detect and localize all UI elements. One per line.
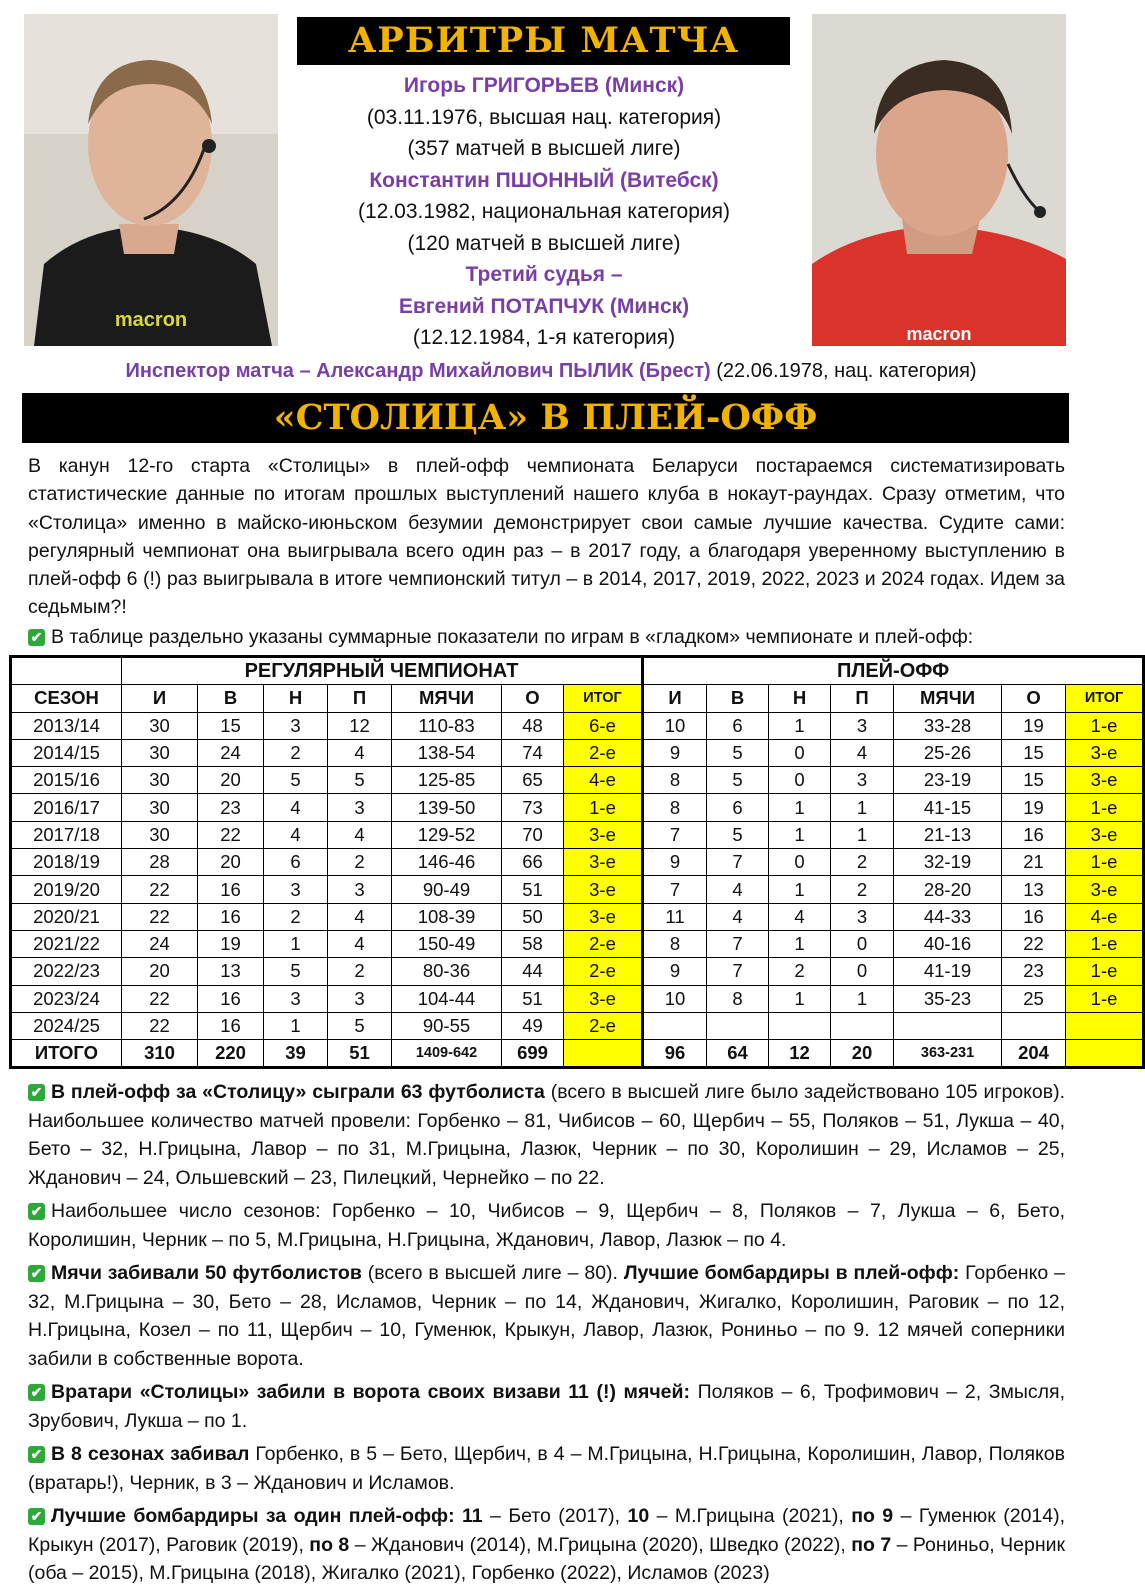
table-cell: 1-е — [564, 794, 643, 821]
col-season: СЕЗОН — [11, 685, 122, 712]
referees-title: АРБИТРЫ МАТЧА — [297, 17, 790, 65]
table-row — [11, 767, 1144, 794]
fact-bold: Вратари «Столицы» забили в ворота своих визави 11 (!) мячей: — [51, 1381, 690, 1403]
table-cell — [564, 1040, 643, 1068]
table-cell: 104-44 — [392, 985, 502, 1012]
fact-bold: В 8 сезонах забивал — [51, 1443, 250, 1465]
table-cell: ИТОГО — [11, 1040, 122, 1068]
table-cell: 2023/24 — [11, 985, 122, 1012]
table-cell: 28 — [122, 849, 198, 876]
table-cell: 4 — [831, 739, 894, 766]
table-cell: 2 — [328, 958, 392, 985]
table-cell: 3 — [264, 985, 328, 1012]
table-cell: 699 — [502, 1040, 564, 1068]
referee-photo-pshonny — [812, 14, 1066, 346]
table-cell: 5 — [707, 821, 769, 848]
fact-bold: В плей-офф за «Столицу» сыграли 63 футболиста — [51, 1081, 545, 1103]
table-cell: 11 — [643, 903, 707, 930]
table-cell: 1-е — [1066, 712, 1144, 739]
corner-cell — [11, 657, 122, 685]
table-cell: 125-85 — [392, 767, 502, 794]
table-cell: 1 — [769, 930, 831, 957]
table-cell: 6 — [264, 849, 328, 876]
third-referee-info: (12.12.1984, 1-я категория) — [412, 326, 676, 349]
fact-scorers — [28, 1259, 1065, 1373]
table-row — [11, 1012, 1144, 1039]
referee-1-name: Игорь ГРИГОРЬЕВ (Минск) — [403, 74, 685, 97]
col-po-goals: МЯЧИ — [894, 685, 1002, 712]
table-cell: 22 — [122, 1012, 198, 1039]
table-cell: 22 — [122, 903, 198, 930]
table-cell: 6-е — [564, 712, 643, 739]
table-cell: 4-е — [564, 767, 643, 794]
table-cell: 2019/20 — [11, 876, 122, 903]
table-cell: 1 — [769, 985, 831, 1012]
table-cell: 51 — [502, 985, 564, 1012]
table-cell: 41-15 — [894, 794, 1002, 821]
col-po-result: ИТОГ — [1066, 685, 1144, 712]
table-cell: 20 — [831, 1040, 894, 1068]
table-cell: 22 — [122, 876, 198, 903]
table-cell: 3-е — [564, 903, 643, 930]
table-cell: 1-е — [1066, 985, 1144, 1012]
table-cell: 4 — [328, 739, 392, 766]
table-cell — [769, 1012, 831, 1039]
stats-facts — [28, 1078, 1065, 1593]
referee-photo-grigoriev — [24, 14, 278, 346]
table-cell: 146-46 — [392, 849, 502, 876]
table-cell: 2016/17 — [11, 794, 122, 821]
table-cell: 5 — [264, 767, 328, 794]
table-row — [11, 794, 1144, 821]
table-cell: 7 — [707, 930, 769, 957]
fact-bold: Мячи забивали 50 футболистов — [51, 1262, 362, 1284]
table-note — [28, 624, 973, 650]
check-icon: ✔ — [28, 1508, 45, 1525]
table-cell: 4 — [769, 903, 831, 930]
table-cell: 3 — [264, 712, 328, 739]
table-cell: 3 — [328, 985, 392, 1012]
table-cell: 13 — [1002, 876, 1066, 903]
table-cell: 22 — [198, 821, 264, 848]
table-cell: 3-е — [564, 985, 643, 1012]
table-cell: 13 — [198, 958, 264, 985]
table-cell: 1 — [264, 930, 328, 957]
table-cell: 48 — [502, 712, 564, 739]
table-cell: 35-23 — [894, 985, 1002, 1012]
table-cell: 6 — [707, 794, 769, 821]
inspector-info: (22.06.1978, нац. категория) — [710, 360, 977, 382]
table-cell: 30 — [122, 712, 198, 739]
fact-bold: Лучшие бомбардиры в плей-офф: — [623, 1262, 960, 1284]
table-cell: 3-е — [1066, 739, 1144, 766]
table-cell: 21-13 — [894, 821, 1002, 848]
table-column-header — [11, 685, 1144, 712]
table-cell: 16 — [198, 1012, 264, 1039]
table-cell: 3-е — [1066, 876, 1144, 903]
col-po-draws: Н — [769, 685, 831, 712]
table-cell: 64 — [707, 1040, 769, 1068]
fact-bold: Лучшие бомбардиры за один плей-офф: 11 — [51, 1505, 483, 1527]
table-cell: 74 — [502, 739, 564, 766]
table-cell: 50 — [502, 903, 564, 930]
table-cell: 3 — [831, 712, 894, 739]
table-row — [11, 985, 1144, 1012]
table-row — [11, 930, 1144, 957]
table-cell: 16 — [1002, 821, 1066, 848]
fact-single-playoff — [28, 1502, 1065, 1588]
check-icon: ✔ — [28, 629, 45, 646]
table-cell: 2024/25 — [11, 1012, 122, 1039]
table-cell: 2 — [264, 739, 328, 766]
table-cell: 32-19 — [894, 849, 1002, 876]
table-cell — [831, 1012, 894, 1039]
table-cell: 1 — [831, 985, 894, 1012]
table-cell: 19 — [1002, 794, 1066, 821]
table-cell: 39 — [264, 1040, 328, 1068]
table-cell: 3-е — [564, 876, 643, 903]
table-cell: 40-16 — [894, 930, 1002, 957]
group-regular: РЕГУЛЯРНЫЙ ЧЕМПИОНАТ — [122, 657, 643, 685]
table-cell: 0 — [769, 739, 831, 766]
table-cell: 1 — [264, 1012, 328, 1039]
col-games: И — [122, 685, 198, 712]
table-cell — [1066, 1012, 1144, 1039]
table-cell: 73 — [502, 794, 564, 821]
referee-1-info: (03.11.1976, высшая нац. категория) — [366, 105, 722, 129]
table-cell: 2022/23 — [11, 958, 122, 985]
table-cell: 0 — [831, 930, 894, 957]
table-row — [11, 849, 1144, 876]
table-cell: 7 — [643, 876, 707, 903]
table-cell: 0 — [831, 958, 894, 985]
col-po-wins: В — [707, 685, 769, 712]
table-cell: 24 — [122, 930, 198, 957]
table-cell: 22 — [122, 985, 198, 1012]
svg-text:macron: macron — [114, 309, 188, 331]
table-cell: 21 — [1002, 849, 1066, 876]
table-cell: 23 — [1002, 958, 1066, 985]
table-cell: 4-е — [1066, 903, 1144, 930]
table-cell: 2017/18 — [11, 821, 122, 848]
table-cell: 7 — [707, 958, 769, 985]
col-po-losses: П — [831, 685, 894, 712]
table-cell: 3 — [328, 876, 392, 903]
table-cell: 20 — [198, 849, 264, 876]
col-wins: В — [198, 685, 264, 712]
table-cell: 30 — [122, 821, 198, 848]
fact-text: Наибольшее число сезонов: Горбенко – 10, Чибисов – 9, Щербич – 8, Поляков – 7, Лукша – 6, Бето, Королишин, Черник – по 5, М.Грицына, Н.Грицына, Жданович, Лавор, Лазюк – по 4. — [28, 1200, 1065, 1251]
table-cell: 139-50 — [392, 794, 502, 821]
table-cell: 4 — [264, 794, 328, 821]
section-title: «СТОЛИЦА» В ПЛЕЙ-ОФФ — [22, 393, 1069, 443]
referees-list — [290, 70, 798, 354]
col-losses: П — [328, 685, 392, 712]
table-row — [11, 821, 1144, 848]
check-icon: ✔ — [28, 1384, 45, 1401]
table-cell: 4 — [264, 821, 328, 848]
fact-text: – Жданович (2014), М.Грицына (2020), Шведко (2022), — [349, 1533, 852, 1556]
table-cell: 1 — [769, 712, 831, 739]
table-cell: 20 — [122, 958, 198, 985]
fact-text: – Рониньо, Черник (оба – 2015), М.Грицына (2018), Жигалко (2021), Горбенко (2022), Исламов (2023) — [28, 1533, 1066, 1584]
table-cell: 5 — [264, 958, 328, 985]
table-row — [11, 876, 1144, 903]
table-cell: 19 — [1002, 712, 1066, 739]
table-cell: 10 — [643, 985, 707, 1012]
fact-goalkeepers — [28, 1378, 1065, 1435]
table-row — [11, 958, 1144, 985]
table-cell: 9 — [643, 739, 707, 766]
table-cell: 5 — [707, 739, 769, 766]
col-points: О — [502, 685, 564, 712]
table-cell: 51 — [328, 1040, 392, 1068]
table-cell: 16 — [198, 985, 264, 1012]
table-cell: 150-49 — [392, 930, 502, 957]
third-referee-label: Третий судья – — [465, 263, 623, 286]
table-cell: 30 — [122, 767, 198, 794]
table-cell: 108-39 — [392, 903, 502, 930]
table-cell: 8 — [643, 930, 707, 957]
table-cell: 0 — [769, 767, 831, 794]
table-cell: 2014/15 — [11, 739, 122, 766]
table-cell: 96 — [643, 1040, 707, 1068]
table-cell: 5 — [328, 767, 392, 794]
table-cell: 70 — [502, 821, 564, 848]
table-cell: 2 — [831, 876, 894, 903]
fact-text: Горбенко, в 5 – Бето, Щербич, в 4 – М.Грицына, Н.Грицына, Королишин, Лавор, Поляков (вратарь!), Черник, в 3 – Жданович и Исламов. — [28, 1443, 1066, 1494]
table-cell: 15 — [198, 712, 264, 739]
table-row — [11, 712, 1144, 739]
check-icon: ✔ — [28, 1265, 45, 1282]
match-inspector — [0, 356, 1102, 386]
table-cell: 16 — [1002, 903, 1066, 930]
table-cell: 2018/19 — [11, 849, 122, 876]
table-cell: 9 — [643, 849, 707, 876]
table-cell: 3-е — [564, 821, 643, 848]
fact-text: Поляков – 6, Трофимович – 2, Змысля, Зрубович, Лукша – по 1. — [28, 1381, 1066, 1432]
table-cell: 8 — [707, 985, 769, 1012]
table-cell: 66 — [502, 849, 564, 876]
table-total-row — [11, 1040, 1144, 1068]
table-cell: 90-49 — [392, 876, 502, 903]
referee-2-matches: (120 матчей в высшей лиге) — [407, 231, 681, 255]
table-cell: 80-36 — [392, 958, 502, 985]
table-cell: 0 — [769, 849, 831, 876]
table-cell — [1002, 1012, 1066, 1039]
table-cell: 49 — [502, 1012, 564, 1039]
table-cell: 8 — [643, 794, 707, 821]
table-cell: 6 — [707, 712, 769, 739]
col-draws: Н — [264, 685, 328, 712]
table-cell: 2 — [769, 958, 831, 985]
fact-bold: по 8 — [309, 1533, 350, 1556]
referee-2-info: (12.03.1982, национальная категория) — [357, 200, 730, 223]
check-icon: ✔ — [28, 1084, 45, 1101]
fact-eight-seasons — [28, 1440, 1065, 1497]
table-cell: 4 — [707, 876, 769, 903]
table-cell: 44 — [502, 958, 564, 985]
table-cell: 310 — [122, 1040, 198, 1068]
table-cell: 2-е — [564, 739, 643, 766]
table-cell: 110-83 — [392, 712, 502, 739]
table-cell: 1 — [769, 876, 831, 903]
check-icon: ✔ — [28, 1446, 45, 1463]
fact-text: – М.Грицына (2021), — [649, 1505, 852, 1527]
table-note-text: В таблице раздельно указаны суммарные показатели по играм в «гладком» чемпионате и плей-офф: — [51, 626, 974, 648]
fact-seasons — [28, 1197, 1065, 1254]
table-cell: 90-55 — [392, 1012, 502, 1039]
table-cell — [643, 1012, 707, 1039]
fact-text: – Гуменюк (2014), Крыкун (2017), Раговик (2019), — [28, 1505, 1066, 1556]
col-po-points: О — [1002, 685, 1066, 712]
table-cell: 30 — [122, 739, 198, 766]
table-cell: 3-е — [564, 849, 643, 876]
table-cell: 1 — [769, 794, 831, 821]
table-cell — [707, 1012, 769, 1039]
table-cell: 363-231 — [894, 1040, 1002, 1068]
table-cell: 9 — [643, 958, 707, 985]
table-cell: 2-е — [564, 958, 643, 985]
intro-text: В канун 12-го старта «Столицы» в плей-офф чемпионата Беларуси постараемся систематизировать статистические данные по итогам прошлых выступлений нашего клуба в нокаут-раундах. Сразу отметим, что «Столица» именно в майско-июньском безумии демонстрирует свои самые лучшие качества. Судите сами: регулярный чемпионат она выигрывала всего один раз – в 2017 году, а благодаря уверенному выступлению в плей-офф 6 (!) раз выигрывала в итоге чемпионский титул – в 2014, 2017, 2019, 2022, 2023 и 2024 годах. Идем за седьмым?! — [28, 455, 1065, 619]
check-icon: ✔ — [28, 1203, 45, 1220]
table-cell: 5 — [328, 1012, 392, 1039]
col-result: ИТОГ — [564, 685, 643, 712]
table-cell: 65 — [502, 767, 564, 794]
table-cell: 24 — [198, 739, 264, 766]
fact-text: Горбенко – 32, М.Грицына – 30, Бето – 28, Исламов, Черник – по 14, Жданович, Жигалко, Королишин, Раговик – по 12, Н.Грицына, Козел – по 11, Щербич – 10, Гуменюк, Крыкун, Лавор, Лазюк, Рониньо – по 9. 12 мячей соперники забили в собственные ворота. — [28, 1262, 1065, 1370]
table-cell: 4 — [707, 903, 769, 930]
table-cell: 25 — [1002, 985, 1066, 1012]
table-cell: 4 — [328, 821, 392, 848]
table-cell: 4 — [328, 903, 392, 930]
table-cell: 15 — [1002, 739, 1066, 766]
table-cell: 2021/22 — [11, 930, 122, 957]
table-cell: 2015/16 — [11, 767, 122, 794]
table-cell: 4 — [328, 930, 392, 957]
table-cell: 22 — [1002, 930, 1066, 957]
table-cell: 23-19 — [894, 767, 1002, 794]
col-goals: МЯЧИ — [392, 685, 502, 712]
table-cell: 58 — [502, 930, 564, 957]
table-cell: 25-26 — [894, 739, 1002, 766]
table-cell: 23 — [198, 794, 264, 821]
table-cell: 2 — [328, 849, 392, 876]
table-cell: 2020/21 — [11, 903, 122, 930]
table-cell: 15 — [1002, 767, 1066, 794]
table-cell: 1-е — [1066, 958, 1144, 985]
table-cell — [894, 1012, 1002, 1039]
table-cell: 3-е — [1066, 767, 1144, 794]
table-cell: 1409-642 — [392, 1040, 502, 1068]
table-cell: 10 — [643, 712, 707, 739]
table-cell: 12 — [328, 712, 392, 739]
fact-text: (всего в высшей лиге было задействовано 105 игроков). Наибольшее количество матчей провели: Горбенко – 81, Чибисов – 60, Щербич – 55, Поляков – 51, Лукша – 40, Бето – 32, Н.Грицына, Лавор – по 31, М.Грицына, Лазюк, Черник – по 30, Королишин – 29, Исламов – 25, Жданович – 24, Ольшевский – 23, Пилецкий, Чернейко – по 22. — [28, 1081, 1066, 1189]
table-cell — [1066, 1040, 1144, 1068]
fact-bold: 10 — [627, 1505, 650, 1527]
table-cell: 7 — [707, 849, 769, 876]
inspector-name: Инспектор матча – Александр Михайлович ПЫЛИК (Брест) — [125, 360, 711, 382]
table-cell: 1 — [831, 821, 894, 848]
group-playoff: ПЛЕЙ-ОФФ — [643, 657, 1144, 685]
svg-text:macron: macron — [906, 324, 972, 344]
third-referee-name: Евгений ПОТАПЧУК (Минск) — [398, 294, 690, 318]
table-cell: 30 — [122, 794, 198, 821]
table-cell: 1-е — [1066, 794, 1144, 821]
table-group-header — [11, 657, 1144, 685]
table-cell: 1-е — [1066, 930, 1144, 957]
table-cell: 3-е — [1066, 821, 1144, 848]
table-cell: 2-е — [564, 1012, 643, 1039]
referee-1-matches: (357 матчей в высшей лиге) — [407, 137, 681, 160]
table-cell: 20 — [198, 767, 264, 794]
table-cell: 51 — [502, 876, 564, 903]
table-cell: 3 — [831, 903, 894, 930]
table-cell: 2013/14 — [11, 712, 122, 739]
fact-players — [28, 1078, 1065, 1192]
table-cell: 2 — [831, 849, 894, 876]
table-cell: 16 — [198, 876, 264, 903]
fact-bold: по 7 — [851, 1533, 892, 1556]
table-cell: 3 — [328, 794, 392, 821]
table-cell: 2-е — [564, 930, 643, 957]
fact-text: (всего в высшей лиге – 80). — [361, 1262, 624, 1284]
table-cell: 5 — [707, 767, 769, 794]
table-cell: 7 — [643, 821, 707, 848]
table-cell: 3 — [264, 876, 328, 903]
fact-bold: по 9 — [851, 1505, 894, 1527]
table-cell: 138-54 — [392, 739, 502, 766]
table-row — [11, 903, 1144, 930]
table-cell: 28-20 — [894, 876, 1002, 903]
table-cell: 12 — [769, 1040, 831, 1068]
table-cell: 16 — [198, 903, 264, 930]
table-cell: 33-28 — [894, 712, 1002, 739]
col-po-games: И — [643, 685, 707, 712]
table-cell: 19 — [198, 930, 264, 957]
table-row — [11, 739, 1144, 766]
table-cell: 3 — [831, 767, 894, 794]
fact-text: – Бето (2017), — [482, 1505, 628, 1527]
table-cell: 1 — [831, 794, 894, 821]
referee-2-name: Константин ПШОННЫЙ (Витебск) — [369, 168, 719, 192]
table-cell: 1 — [769, 821, 831, 848]
table-cell: 204 — [1002, 1040, 1066, 1068]
stats-table — [9, 655, 1145, 1069]
table-cell: 44-33 — [894, 903, 1002, 930]
table-cell: 1-е — [1066, 849, 1144, 876]
table-cell: 8 — [643, 767, 707, 794]
table-cell: 2 — [264, 903, 328, 930]
table-cell: 129-52 — [392, 821, 502, 848]
table-cell: 41-19 — [894, 958, 1002, 985]
table-cell: 220 — [198, 1040, 264, 1068]
